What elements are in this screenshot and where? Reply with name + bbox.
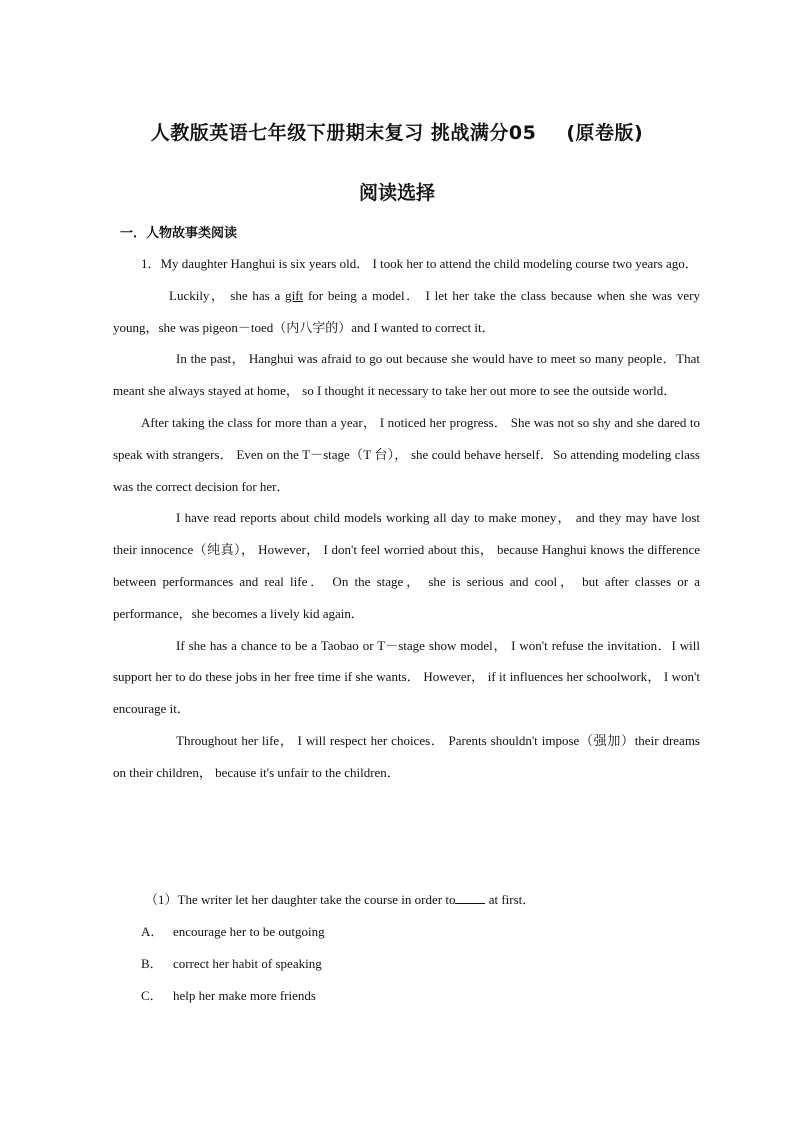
paragraph-5: I have read reports about child models working all day to make money， and they may have lost their innocence（纯真）， However， I don't feel worried about this， because Hanghui knows the difference between performances and real life． On the stage， she is serious and cool， but after classes or a performance，she becomes a lively kid again． <box>113 510 700 621</box>
paragraph-4: After taking the class for more than a year， I noticed her progress． She was not so shy and she dared to speak with strangers． Even on the T－stage（T 台）， she could behave herself．So attending modeling class was the correct decision for her． <box>113 414 700 494</box>
paragraph-2: Luckily， she has a gift for being a model． I let her take the class because when she was very young，she was pigeon－toed（内八字的）and I wanted to correct it． <box>113 287 700 335</box>
section-heading: 一．人物故事类阅读 <box>120 226 238 241</box>
title-main: 人教版英语七年级下册期末复习 挑战满分05 <box>150 122 537 144</box>
option-c: C． help her make more friends <box>141 988 316 1003</box>
option-a: A． encourage her to be outgoing <box>141 924 325 939</box>
paragraph-1: 1．My daughter Hanghui is six years old． I took her to attend the child modeling course two years ago． <box>141 256 698 271</box>
document-subtitle: 阅读选择 <box>358 182 435 204</box>
question-1-stem: （1）The writer let her daughter take the course in order to at first． <box>145 892 536 907</box>
reading-passage <box>113 248 700 789</box>
answer-blank <box>455 891 485 904</box>
title-tag: (原卷版) <box>566 122 644 144</box>
paragraph-7: Throughout her life， I will respect her choices． Parents shouldn't impose（强加）their dreams on their children， because it's unfair to the children． <box>113 732 700 780</box>
option-b: B． correct her habit of speaking <box>141 956 322 971</box>
question-block <box>113 884 700 1012</box>
paragraph-6: If she has a chance to be a Taobao or T－stage show model， I won't refuse the invitation．I will support her to do these jobs in her free time if she wants． However， if it influences her schoolwork， I won't encourage it． <box>113 637 700 717</box>
document-title <box>0 118 794 145</box>
paragraph-3: In the past， Hanghui was afraid to go out because she would have to meet so many people．That meant she always stayed at home， so I thought it necessary to take her out more to see the outside world． <box>113 351 700 399</box>
underlined-word: gift <box>285 287 304 303</box>
